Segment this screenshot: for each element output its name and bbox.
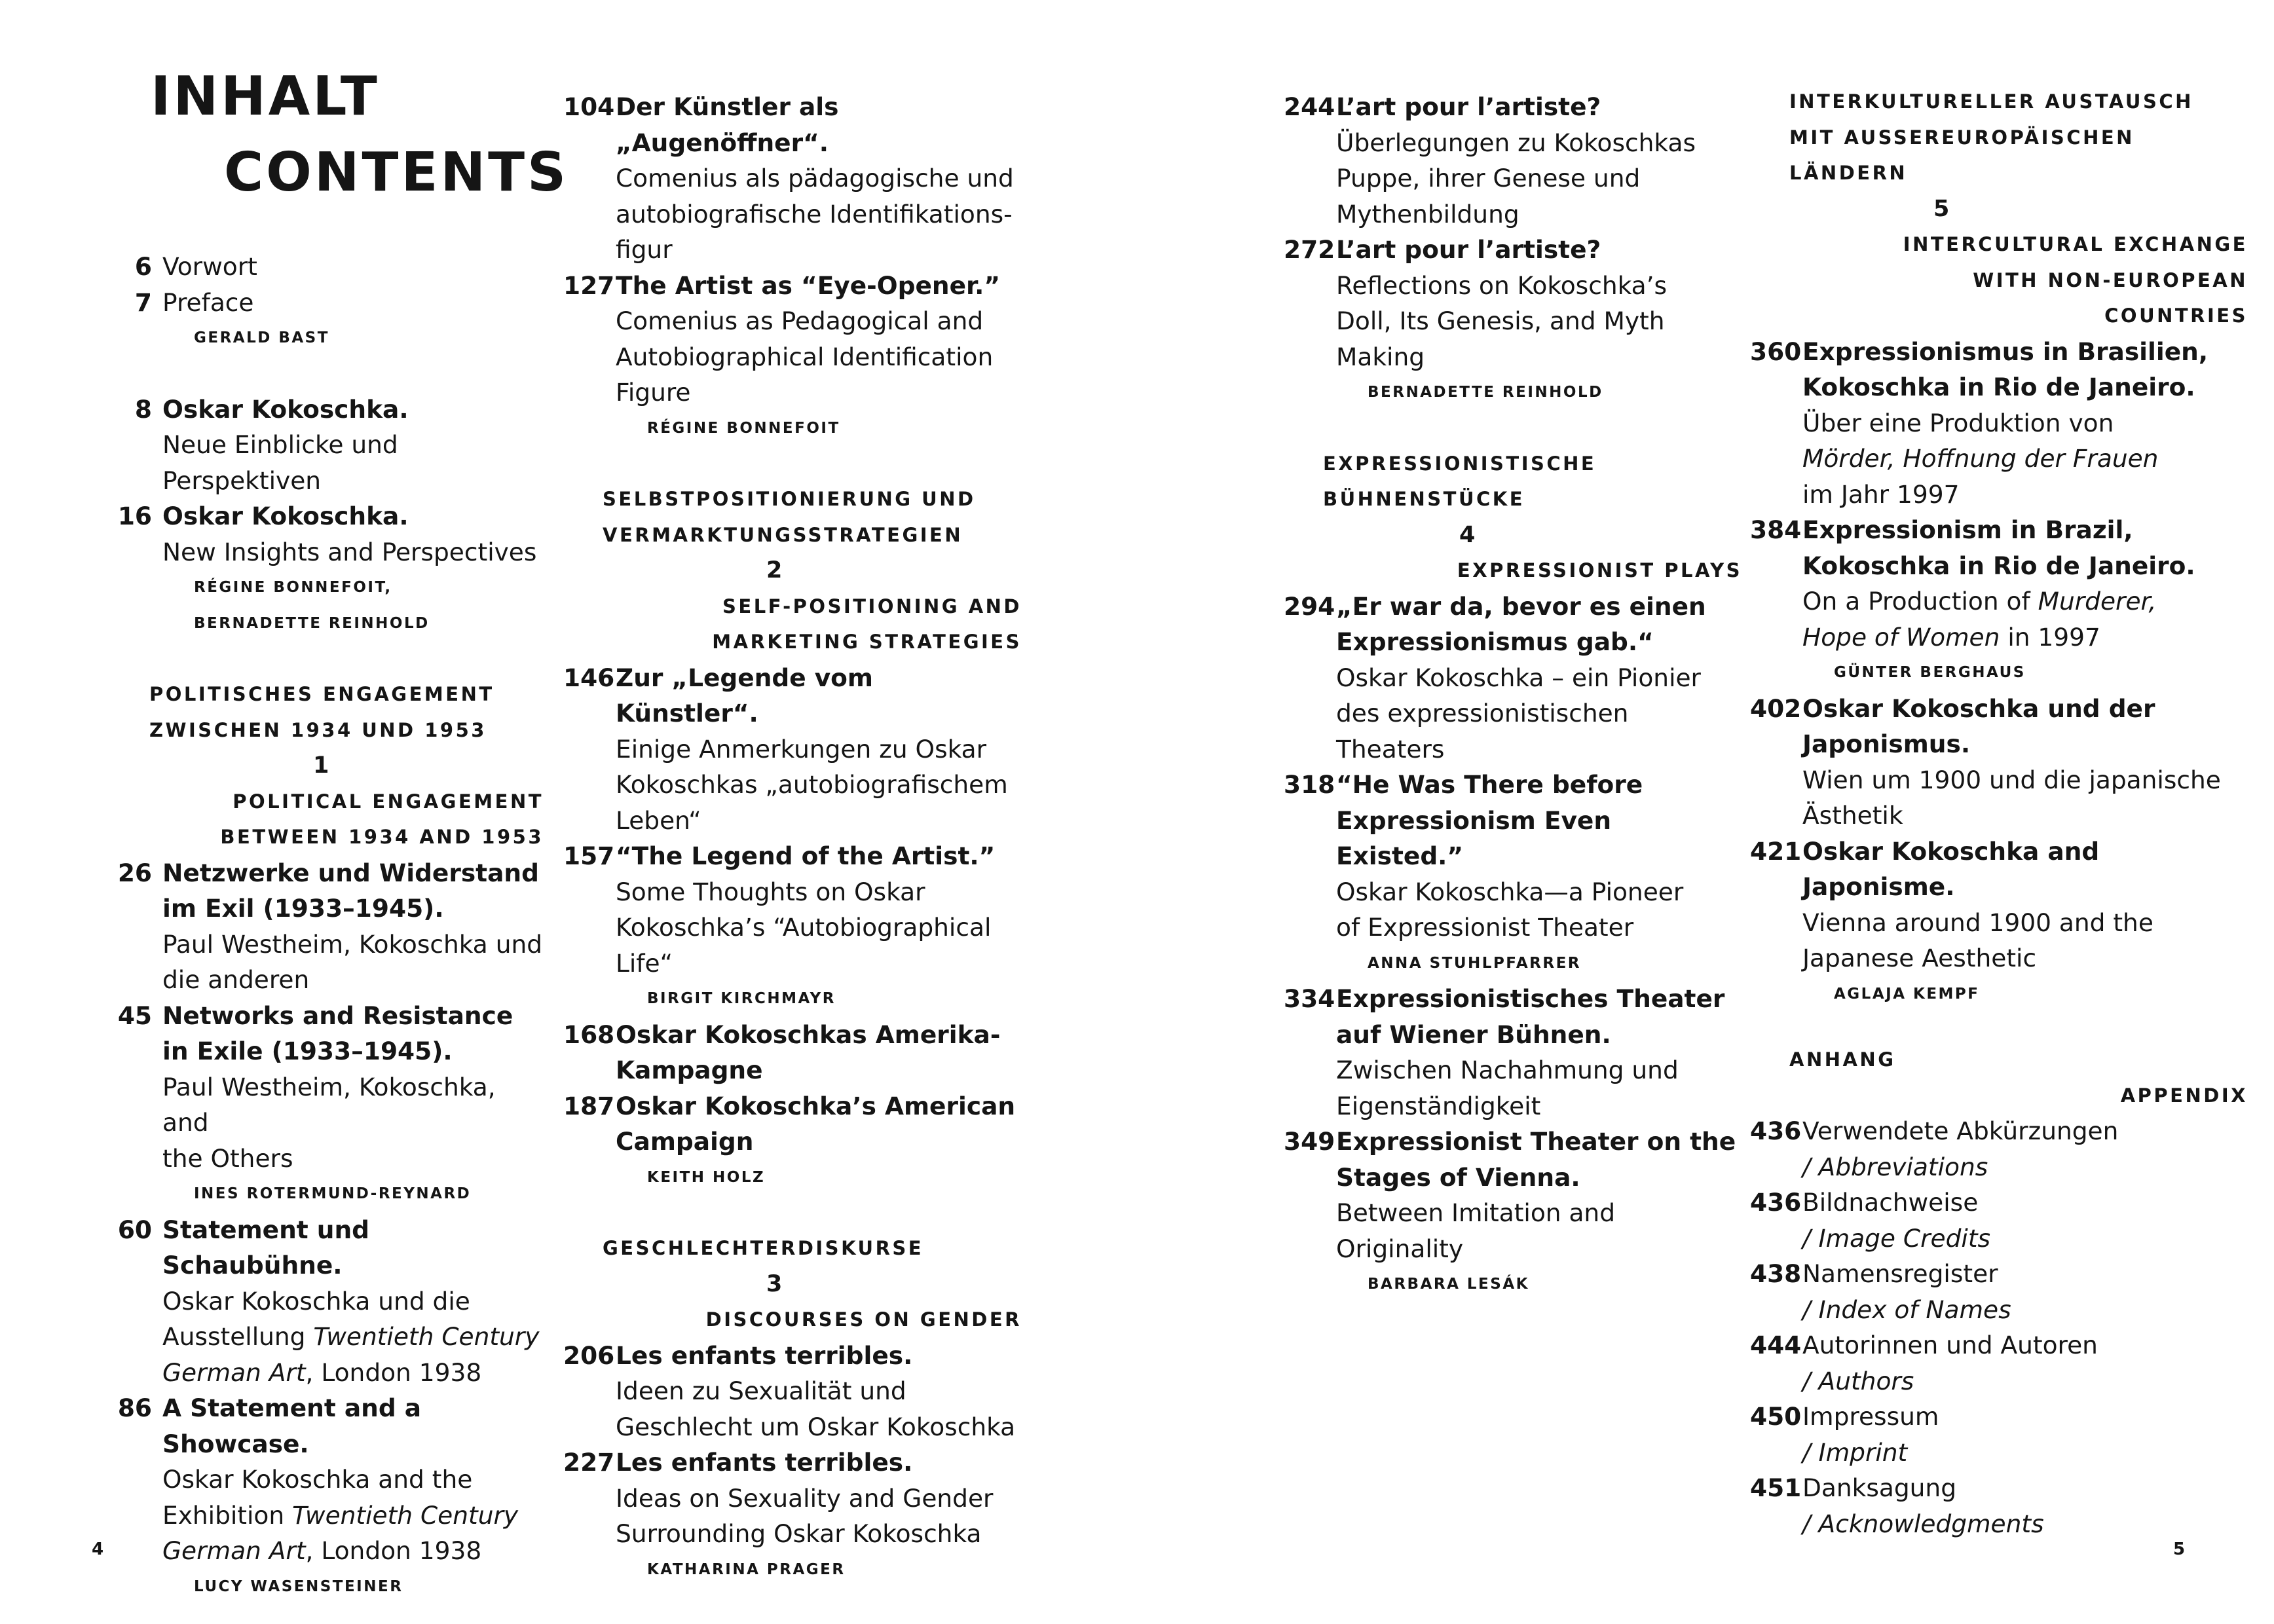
spacer bbox=[110, 641, 544, 676]
section-heading bbox=[1750, 84, 2248, 334]
page-number: 227 bbox=[563, 1448, 615, 1477]
entry-line: Ideas on Sexuality and Gender bbox=[616, 1483, 994, 1513]
page-number: 436 bbox=[1750, 1188, 1802, 1217]
text-run: , London 1938 bbox=[305, 1357, 482, 1387]
toc-entry bbox=[563, 1445, 1022, 1587]
section-number: 1 bbox=[313, 752, 329, 779]
entry-line: Oskar Kokoschka—a Pioneer bbox=[1336, 877, 1684, 906]
italic-text: Mörder, Hoffnung der Frauen bbox=[1802, 444, 2159, 473]
section-title-en: DISCOURSES ON GENDER bbox=[705, 1308, 1022, 1331]
author-name: BARBARA LESÁK bbox=[1368, 1276, 1529, 1293]
entry-line: Neue Einblicke und Perspektiven bbox=[162, 430, 398, 495]
italic-text: / Authors bbox=[1802, 1366, 1914, 1395]
page-number: 104 bbox=[563, 92, 615, 121]
entry-title: Oskar Kokoschka. bbox=[162, 502, 409, 530]
toc-entry bbox=[563, 268, 1022, 447]
section-title-de: VERMARKTUNGSSTRATEGIEN bbox=[603, 523, 963, 546]
entry-line: Ästhetik bbox=[1802, 801, 1903, 830]
page-number: 436 bbox=[1750, 1116, 1802, 1145]
toc-entry bbox=[1284, 767, 1742, 981]
page-number: 244 bbox=[1284, 92, 1335, 121]
column-2 bbox=[563, 89, 1022, 1587]
section-title-en: SELF-POSITIONING AND bbox=[722, 595, 1022, 618]
entry-line: Autobiographical Identification bbox=[616, 342, 994, 371]
entry-line: des expressionistischen bbox=[1336, 699, 1629, 728]
entry-line: Oskar Kokoschka and the bbox=[162, 1465, 473, 1494]
toc-entry bbox=[110, 249, 544, 285]
text-run: Exhibition bbox=[162, 1500, 293, 1530]
italic-text: Twentieth Century bbox=[292, 1500, 519, 1530]
entry-line: Originality bbox=[1336, 1234, 1464, 1263]
entry-line bbox=[1802, 1363, 2248, 1399]
entry-line: Oskar Kokoschka und die bbox=[162, 1286, 470, 1316]
author-name: BERNADETTE REINHOLD bbox=[1368, 384, 1603, 401]
section-title-de: BÜHNENSTÜCKE bbox=[1323, 488, 1525, 510]
entry-line bbox=[1802, 1149, 2248, 1185]
entry-line: Comenius als pädagogische und bbox=[616, 164, 1014, 193]
section-title-de: POLITISCHES ENGAGEMENT bbox=[149, 683, 494, 705]
section-number: 3 bbox=[766, 1270, 783, 1297]
toc-entry bbox=[1284, 232, 1742, 411]
page-number: 272 bbox=[1284, 235, 1335, 264]
toc-entry bbox=[1750, 1113, 2248, 1185]
text-run: in 1997 bbox=[2000, 622, 2100, 652]
text-run: Ausstellung bbox=[162, 1322, 314, 1351]
page-number: 7 bbox=[134, 287, 152, 317]
entry-line: Autorinnen und Autoren bbox=[1802, 1331, 2098, 1359]
entry-title: “The Legend of the Artist.” bbox=[616, 841, 996, 870]
italic-text: / Acknowledgments bbox=[1802, 1509, 2044, 1538]
section-number: 5 bbox=[1933, 195, 1950, 222]
page-number: 334 bbox=[1284, 984, 1335, 1013]
italic-text: German Art bbox=[162, 1536, 306, 1565]
author-name: GÜNTER BERGHAUS bbox=[1834, 664, 2026, 681]
author-name: ANNA STUHLPFARRER bbox=[1368, 954, 1582, 972]
entry-title: Zur „Legende vom Künstler“. bbox=[616, 663, 873, 728]
toc-entry bbox=[563, 1017, 1022, 1088]
entry-line: Paul Westheim, Kokoschka, and bbox=[162, 1072, 496, 1137]
entry-line bbox=[1802, 1435, 2248, 1471]
section-title-de: INTERKULTURELLER AUSTAUSCH bbox=[1789, 90, 2193, 113]
folio-right: 5 bbox=[2173, 1540, 2186, 1559]
appendix-heading bbox=[1750, 1042, 2248, 1113]
author-name: GERALD BAST bbox=[194, 329, 329, 346]
toc-entry bbox=[1284, 89, 1742, 232]
entry-line: Kokoschka’s “Autobiographical bbox=[616, 913, 992, 942]
section-title-en: POLITICAL ENGAGEMENT bbox=[233, 790, 544, 813]
entry-line bbox=[1802, 1506, 2248, 1542]
entry-title: Les enfants terribles. bbox=[616, 1448, 913, 1477]
entry-title: Oskar Kokoschka and Japonisme. bbox=[1802, 836, 2100, 901]
section-title-de: EXPRESSIONISTISCHE bbox=[1323, 452, 1597, 475]
page-number: 168 bbox=[563, 1020, 615, 1049]
entry-line: Verwendete Abkürzungen bbox=[1802, 1116, 2119, 1145]
section-title-en: MARKETING STRATEGIES bbox=[712, 631, 1022, 653]
entry-line bbox=[162, 1319, 544, 1355]
page-number: 86 bbox=[117, 1393, 152, 1422]
entry-title: A Statement and a Showcase. bbox=[162, 1393, 422, 1458]
entry-title: Der Künstler als „Augenöffner“. bbox=[616, 92, 839, 157]
entry-line: of Expressionist Theater bbox=[1336, 913, 1634, 942]
page-number: 127 bbox=[563, 270, 615, 300]
toc-entry bbox=[563, 89, 1022, 268]
entry-title: Expressionistisches Theater auf Wiener Bühnen. bbox=[1336, 984, 1725, 1049]
entry-line: Mythenbildung bbox=[1336, 199, 1519, 229]
toc-entry bbox=[1750, 334, 2248, 513]
entry-line: New Insights and Perspectives bbox=[162, 537, 537, 566]
entry-line bbox=[162, 1355, 544, 1391]
entry-line: Vienna around 1900 and the bbox=[1802, 908, 2153, 937]
entry-line: the Others bbox=[162, 1143, 293, 1173]
entry-line: Figure bbox=[616, 378, 691, 407]
entry-line: Japanese Aesthetic bbox=[1802, 944, 2037, 972]
toc-entry bbox=[563, 660, 1022, 839]
section-title-en: BETWEEN 1934 AND 1953 bbox=[220, 826, 544, 848]
section-number: 2 bbox=[766, 557, 783, 583]
italic-text: Twentieth Century bbox=[313, 1322, 540, 1351]
spacer bbox=[563, 1195, 1022, 1230]
toc-entry bbox=[563, 1338, 1022, 1445]
entry-line: Wien um 1900 und die japanische bbox=[1802, 765, 2221, 794]
section-heading bbox=[110, 676, 544, 855]
entry-title: “He Was There before Expressionism Even Existed.” bbox=[1336, 770, 1643, 870]
entry-line bbox=[1802, 441, 2248, 477]
entry-line: Überlegungen zu Kokoschkas bbox=[1336, 128, 1696, 157]
section-title-en: COUNTRIES bbox=[2104, 304, 2248, 327]
page-number: 187 bbox=[563, 1091, 615, 1120]
page-number: 438 bbox=[1750, 1259, 1802, 1288]
toc-entry bbox=[1750, 1256, 2248, 1327]
italic-text: / Imprint bbox=[1802, 1437, 1908, 1467]
spacer bbox=[110, 356, 544, 392]
spacer bbox=[1284, 411, 1742, 446]
page-number: 360 bbox=[1750, 337, 1802, 366]
page-number: 294 bbox=[1284, 591, 1335, 621]
entry-line: Vorwort bbox=[162, 252, 257, 281]
entry-title: Netzwerke und Widerstand im Exil (1933–1945). bbox=[162, 858, 539, 923]
toc-entry bbox=[563, 1088, 1022, 1196]
entry-line: Between Imitation and bbox=[1336, 1198, 1615, 1227]
italic-text: / Abbreviations bbox=[1802, 1152, 1988, 1181]
entry-line bbox=[162, 1533, 544, 1569]
entry-line: Ideen zu Sexualität und bbox=[616, 1376, 906, 1405]
page-number: 444 bbox=[1750, 1331, 1802, 1359]
entry-title: Les enfants terribles. bbox=[616, 1340, 913, 1370]
text-run: , London 1938 bbox=[305, 1536, 482, 1565]
entry-title: The Artist as “Eye-Opener.” bbox=[616, 270, 1001, 300]
page-number: 8 bbox=[134, 394, 152, 424]
entry-line bbox=[1802, 1292, 2248, 1328]
toc-entry bbox=[110, 998, 544, 1212]
entry-line: Über eine Produktion von bbox=[1802, 408, 2114, 437]
section-title-en: EXPRESSIONIST PLAYS bbox=[1457, 559, 1742, 581]
entry-title: Oskar Kokoschkas Amerika-Kampagne bbox=[616, 1020, 1001, 1084]
toc-entry bbox=[1750, 834, 2248, 1012]
spacer bbox=[1750, 1012, 2248, 1042]
section-title-en: WITH NON-EUROPEAN bbox=[1973, 268, 2248, 291]
toc-entry bbox=[1284, 981, 1742, 1124]
entry-title: Oskar Kokoschka’s American Campaign bbox=[616, 1091, 1016, 1156]
entry-title: Statement und Schaubühne. bbox=[162, 1215, 370, 1280]
entry-line: Kokoschkas „autobiografischem bbox=[616, 770, 1008, 799]
toc-entry bbox=[110, 498, 544, 641]
entry-line: Zwischen Nachahmung und bbox=[1336, 1056, 1679, 1084]
folio-left: 4 bbox=[92, 1540, 104, 1559]
italic-text: German Art bbox=[162, 1357, 306, 1387]
toc-entry bbox=[110, 1390, 544, 1604]
section-heading bbox=[563, 481, 1022, 660]
entry-line: Paul Westheim, Kokoschka und bbox=[162, 929, 543, 959]
entry-line: Oskar Kokoschka – ein Pionier bbox=[1336, 663, 1701, 692]
page-number: 206 bbox=[563, 1340, 615, 1370]
entry-line: Some Thoughts on Oskar bbox=[616, 877, 925, 906]
section-number: 4 bbox=[1459, 521, 1476, 548]
section-title-de: ZWISCHEN 1934 UND 1953 bbox=[149, 718, 487, 741]
section-title-de: SELBSTPOSITIONIERUNG UND bbox=[603, 488, 976, 510]
entry-line: Reflections on Kokoschka’s bbox=[1336, 270, 1668, 300]
entry-line: die anderen bbox=[162, 965, 310, 994]
text-run: On a Production of bbox=[1802, 587, 2038, 616]
page-number: 26 bbox=[117, 858, 152, 887]
entry-title: „Er war da, bevor es einen Expressionismus gab.“ bbox=[1336, 591, 1706, 656]
entry-line: Danksagung bbox=[1802, 1473, 1956, 1502]
entry-line bbox=[162, 1498, 544, 1534]
toc-entry bbox=[1750, 1399, 2248, 1470]
entry-title: Networks and Resistance in Exile (1933–1945). bbox=[162, 1001, 513, 1065]
page-number: 16 bbox=[117, 502, 152, 530]
page-number: 157 bbox=[563, 841, 615, 870]
author-name: LUCY WASENSTEINER bbox=[194, 1578, 403, 1595]
entry-line: im Jahr 1997 bbox=[1802, 479, 1960, 509]
author-name: RÉGINE BONNEFOIT bbox=[647, 419, 840, 437]
toc-entry bbox=[1284, 1124, 1742, 1302]
entry-line: Doll, Its Genesis, and Myth bbox=[1336, 306, 1665, 335]
appendix-title-en: APPENDIX bbox=[2120, 1084, 2248, 1107]
toc-entry bbox=[110, 285, 544, 356]
page-number: 60 bbox=[117, 1215, 152, 1244]
author-name: BERNADETTE REINHOLD bbox=[194, 614, 430, 632]
entry-title: Expressionismus in Brasilien, Kokoschka in Rio de Janeiro. bbox=[1802, 337, 2209, 401]
entry-line: Comenius as Pedagogical and bbox=[616, 306, 984, 335]
section-title-de: MIT AUSSEREUROPÄISCHEN bbox=[1789, 126, 2134, 149]
toc-entry bbox=[110, 1212, 544, 1391]
toc-entry bbox=[563, 838, 1022, 1017]
page-number: 450 bbox=[1750, 1402, 1802, 1431]
entry-line bbox=[1802, 1221, 2248, 1257]
entry-line: Namensregister bbox=[1802, 1259, 1998, 1288]
author-name: KATHARINA PRAGER bbox=[647, 1560, 846, 1578]
entry-line: Theaters bbox=[1336, 734, 1445, 764]
entry-line: Leben“ bbox=[616, 805, 701, 835]
page-number: 45 bbox=[117, 1001, 152, 1030]
column-4 bbox=[1750, 84, 2248, 1541]
toc-entry bbox=[110, 855, 544, 998]
italic-text: / Image Credits bbox=[1802, 1223, 1991, 1253]
entry-line: Eigenständigkeit bbox=[1336, 1091, 1541, 1120]
entry-title: Expressionist Theater on the Stages of Vienna. bbox=[1336, 1127, 1736, 1192]
entry-title: Oskar Kokoschka. bbox=[162, 394, 409, 424]
title-de: INHALT bbox=[151, 65, 380, 128]
section-title-de: LÄNDERN bbox=[1789, 162, 1908, 184]
toc-entry bbox=[1750, 512, 2248, 691]
entry-line: autobiografische Identifikations- bbox=[616, 199, 1013, 229]
toc-entry bbox=[110, 392, 544, 499]
entry-title: L’art pour l’artiste? bbox=[1336, 235, 1601, 264]
entry-line: Einige Anmerkungen zu Oskar bbox=[616, 734, 987, 764]
page-title bbox=[151, 59, 568, 211]
column-1 bbox=[110, 249, 544, 1604]
entry-title: Expressionism in Brazil, Kokoschka in Rio de Janeiro. bbox=[1802, 515, 2195, 580]
entry-line bbox=[1802, 583, 2248, 619]
italic-text: Hope of Women bbox=[1802, 622, 2000, 652]
page-number: 6 bbox=[134, 252, 152, 281]
section-title-de: GESCHLECHTERDISKURSE bbox=[603, 1237, 924, 1259]
italic-text: / Index of Names bbox=[1802, 1295, 2011, 1324]
entry-line: Life“ bbox=[616, 948, 673, 978]
entry-line: Geschlecht um Oskar Kokoschka bbox=[616, 1412, 1016, 1441]
toc-entry bbox=[1750, 691, 2248, 834]
entry-line: Surrounding Oskar Kokoschka bbox=[616, 1519, 982, 1548]
page-number: 318 bbox=[1284, 770, 1335, 799]
author-name: RÉGINE BONNEFOIT, bbox=[194, 579, 392, 596]
author-name: INES ROTERMUND-REYNARD bbox=[194, 1185, 472, 1202]
section-title-en: INTERCULTURAL EXCHANGE bbox=[1903, 233, 2248, 255]
author-name: AGLAJA KEMPF bbox=[1834, 985, 1980, 1003]
toc-entry bbox=[1750, 1470, 2248, 1541]
page-number: 146 bbox=[563, 663, 615, 692]
entry-line: figur bbox=[616, 235, 673, 264]
author-name: BIRGIT KIRCHMAYR bbox=[647, 990, 836, 1007]
entry-line: Puppe, ihrer Genese und bbox=[1336, 164, 1641, 193]
title-en: CONTENTS bbox=[224, 141, 569, 204]
page-number: 349 bbox=[1284, 1127, 1335, 1156]
entry-title: L’art pour l’artiste? bbox=[1336, 92, 1601, 121]
entry-line: Impressum bbox=[1802, 1402, 1939, 1431]
entry-line bbox=[1802, 619, 2248, 655]
entry-title: Oskar Kokoschka und der Japonismus. bbox=[1802, 693, 2155, 758]
toc-entry bbox=[1750, 1185, 2248, 1256]
page-number: 451 bbox=[1750, 1473, 1802, 1502]
appendix-title-de: ANHANG bbox=[1789, 1048, 1896, 1071]
entry-line: Making bbox=[1336, 342, 1425, 371]
page-number: 421 bbox=[1750, 836, 1802, 866]
column-3 bbox=[1284, 89, 1742, 1302]
toc-entry bbox=[1284, 589, 1742, 767]
entry-line: Bildnachweise bbox=[1802, 1188, 1979, 1217]
toc-entry bbox=[1750, 1327, 2248, 1399]
page-number: 402 bbox=[1750, 693, 1802, 723]
italic-text: Murderer, bbox=[2038, 587, 2157, 616]
section-heading bbox=[563, 1230, 1022, 1338]
entry-line: Preface bbox=[162, 287, 254, 317]
author-name: KEITH HOLZ bbox=[647, 1168, 766, 1186]
spacer bbox=[563, 446, 1022, 481]
page-number: 384 bbox=[1750, 515, 1802, 544]
section-heading bbox=[1284, 446, 1742, 589]
